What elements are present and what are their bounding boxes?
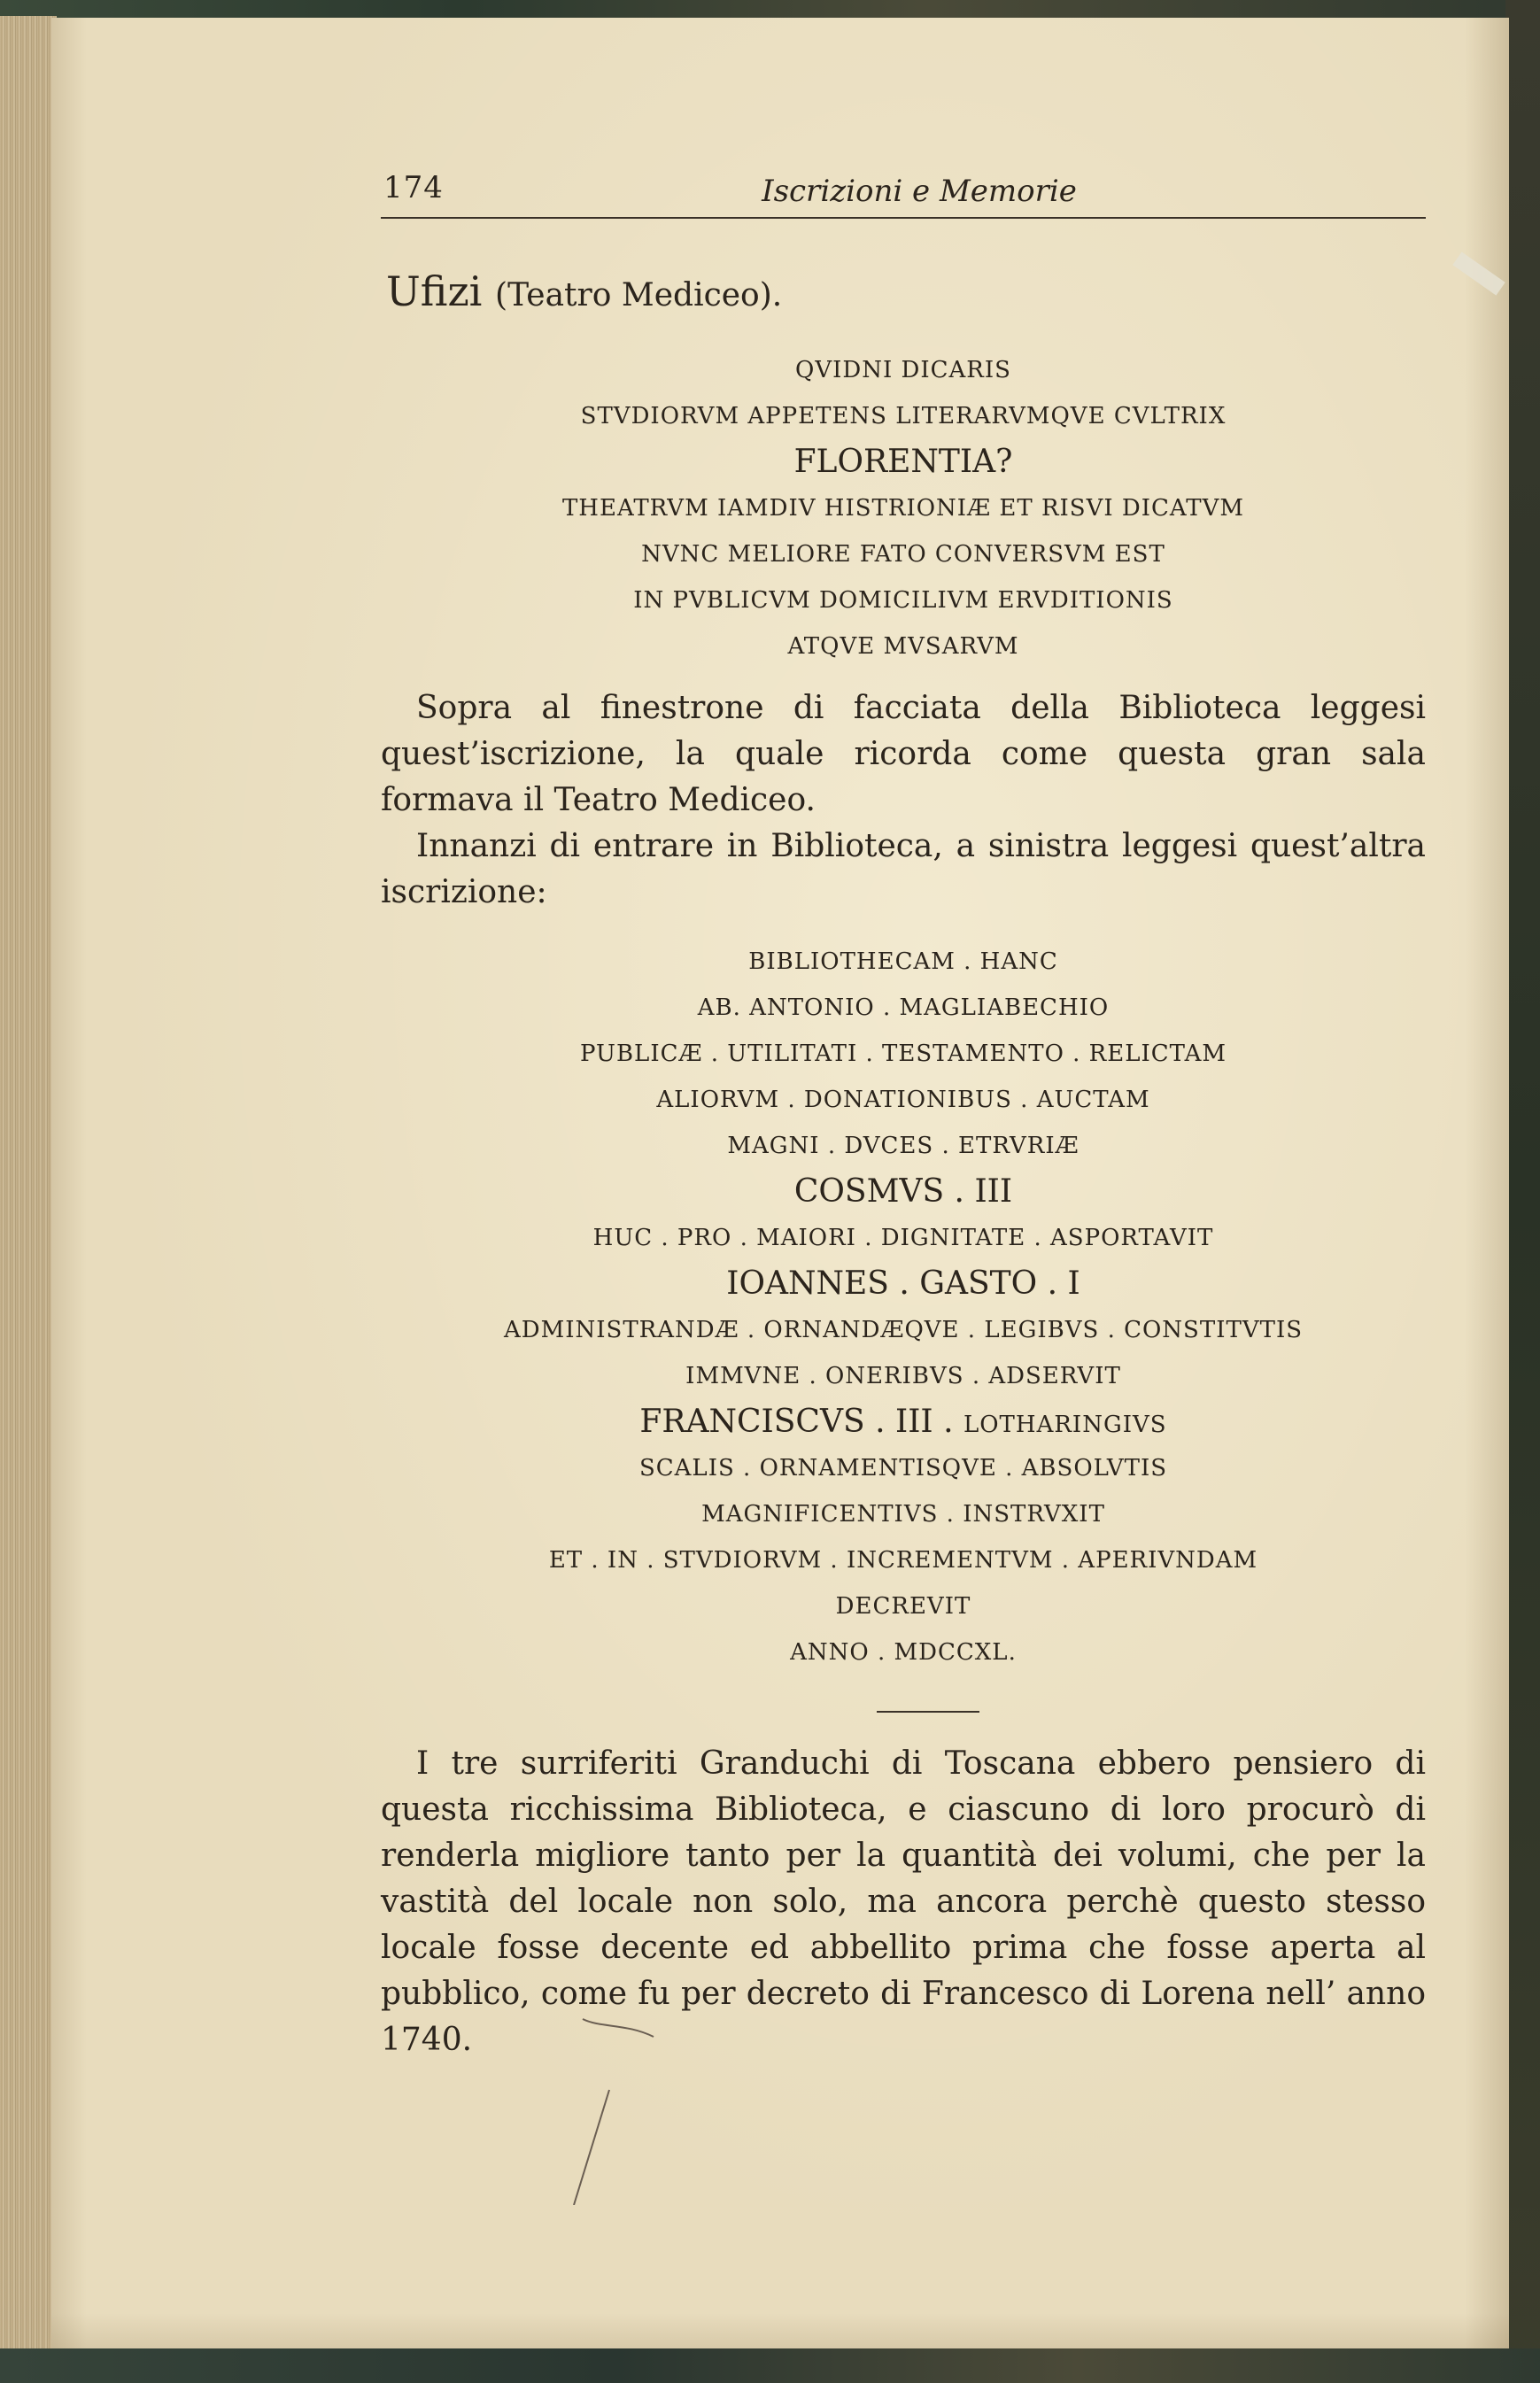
inscription-line-franciscus: [381, 1399, 1426, 1445]
running-title: Iscrizioni e Memorie: [762, 174, 1077, 209]
section-subtitle: (Teatro Mediceo).: [495, 277, 783, 313]
inscription-line: IMMVNE . ONERIBVS . ADSERVIT: [685, 1363, 1121, 1389]
inscription-line: MAGNI . DVCES . ETRVRIÆ: [727, 1133, 1080, 1159]
inscription-line: THEATRVM IAMDIV HISTRIONIÆ ET RISVI DICATVM: [561, 495, 1245, 522]
inscription-line: MAGNIFICENTIVS . INSTRVXIT: [701, 1501, 1105, 1528]
inscription-line: BIBLIOTHECAM . HANC: [748, 948, 1058, 975]
section-heading: [386, 267, 782, 315]
inscription-name: FRANCISCVS . III .: [639, 1404, 954, 1440]
inscription-line: AB. ANTONIO . MAGLIABECHIO: [697, 994, 1110, 1021]
inscription-line: DECREVIT: [835, 1593, 971, 1620]
inscription-epithet: LOTHARINGIVS: [963, 1412, 1167, 1438]
book-cover-right-edge: [1505, 0, 1540, 2383]
inscription-biblioteca: [381, 939, 1426, 1675]
section-title: Ufizi: [386, 267, 483, 315]
inscription-line: IOANNES . GASTO . I: [726, 1265, 1080, 1302]
page-stack-edge: [0, 16, 57, 2354]
header-rule: [381, 217, 1426, 219]
inscription-line: ADMINISTRANDÆ . ORNANDÆQVE . LEGIBVS . CONSTITVTIS: [503, 1317, 1304, 1343]
paragraph-granduchi: I tre surriferiti Granduchi di Toscana ebbero pensiero di questa ricchissima Biblioteca, e ciascuno di loro procurò di renderla migliore tanto per la quantità dei volumi, che per la vastità del locale non solo, ma ancora perchè questo stesso locale fosse decente ed abbellito prima che fosse aperta al pubblico, come fu per decreto di Francesco di Lorena nell’ anno 1740.: [381, 1745, 1426, 2058]
inscription-line: STVDIORVM APPETENS LITERARVMQVE CVLTRIX: [580, 403, 1227, 429]
inscription-line: NVNC MELIORE FATO CONVERSVM EST: [641, 541, 1165, 568]
inscription-line: QVIDNI DICARIS: [795, 357, 1011, 383]
inscription-line: PUBLICÆ . UTILITATI . TESTAMENTO . RELICTAM: [580, 1041, 1227, 1067]
book-cover-top-edge: [0, 0, 1540, 19]
inscription-teatro-mediceo: [381, 347, 1426, 669]
inscription-line: SCALIS . ORNAMENTISQVE . ABSOLVTIS: [638, 1455, 1168, 1482]
inscription-line: ANNO . MDCCXL.: [790, 1639, 1017, 1666]
inscription-line: ATQVE MVSARVM: [787, 633, 1019, 660]
pencil-mark: [547, 2001, 689, 2205]
inscription-line: ALIORVM . DONATIONIBUS . AUCTAM: [656, 1087, 1150, 1113]
page-number: 174: [383, 170, 444, 205]
inscription-line: FLORENTIA?: [793, 444, 1013, 480]
section-divider-rule: [877, 1711, 979, 1713]
book-page: [51, 18, 1509, 2348]
paragraph-finestrone: Sopra al finestrone di facciata della Biblioteca leggesi quest’iscrizione, la quale ricorda come questa gran sala formava il Teatro Mediceo.: [381, 690, 1426, 818]
inscription-line: COSMVS . III: [793, 1173, 1013, 1210]
paragraph-innanzi: Innanzi di entrare in Biblioteca, a sinistra leggesi quest’altra iscrizione:: [381, 828, 1426, 910]
inscription-line: ET . IN . STVDIORVM . INCREMENTVM . APERIVNDAM: [548, 1547, 1258, 1574]
inscription-line: IN PVBLICVM DOMICILIVM ERVDITIONIS: [633, 587, 1173, 614]
book-cover-bottom-edge: [0, 2348, 1540, 2383]
inscription-line: HUC . PRO . MAIORI . DIGNITATE . ASPORTAVIT: [592, 1225, 1214, 1251]
